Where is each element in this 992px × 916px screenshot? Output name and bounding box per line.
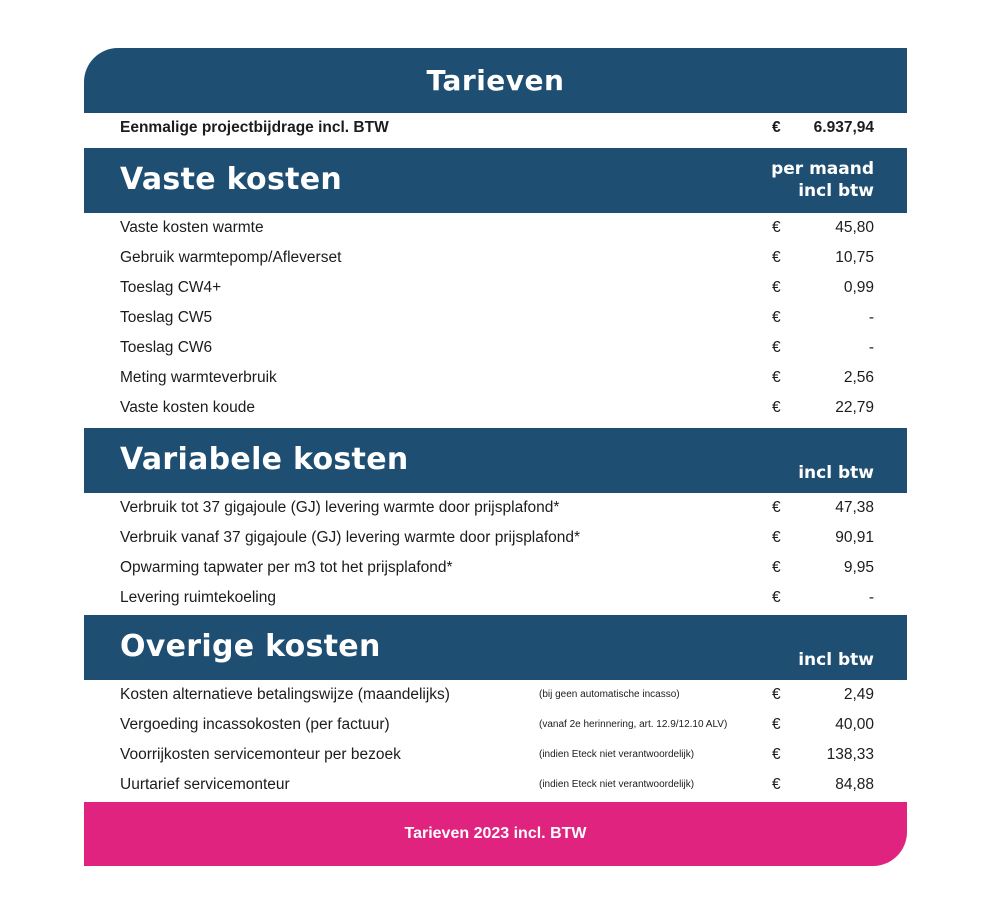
table-row [84, 680, 907, 710]
currency-symbol: € [772, 686, 781, 703]
page-title: Tarieven [426, 64, 565, 97]
table-row [84, 333, 907, 363]
row-value: 90,91 [835, 529, 874, 546]
row-value: 2,56 [843, 369, 874, 386]
unit-line-1: per maand [771, 159, 874, 179]
row-value: - [868, 309, 874, 326]
currency-symbol: € [772, 369, 781, 386]
row-label: Gebruik warmtepomp/Afleverset [120, 249, 342, 266]
section-unit: incl btw [798, 650, 874, 670]
other-costs-header [84, 615, 907, 680]
currency-symbol: € [772, 559, 781, 576]
currency-symbol: € [772, 279, 781, 296]
row-value: 22,79 [835, 399, 874, 416]
table-row [84, 770, 907, 800]
row-label: Meting warmteverbruik [120, 369, 277, 386]
section-title: Variabele kosten [120, 442, 409, 477]
currency-symbol: € [772, 746, 781, 763]
row-label: Verbruik vanaf 37 gigajoule (GJ) levering warmte door prijsplafond* [120, 529, 581, 546]
currency-symbol: € [772, 529, 781, 546]
section-unit [771, 158, 874, 202]
row-value: 138,33 [826, 746, 874, 763]
fixed-costs-header [84, 148, 907, 213]
row-value: 10,75 [835, 249, 874, 266]
row-value: 84,88 [835, 776, 874, 793]
currency-symbol: € [772, 776, 781, 793]
row-value: 9,95 [843, 559, 874, 576]
row-label: Toeslag CW4+ [120, 279, 222, 296]
currency-symbol: € [772, 339, 781, 356]
currency-symbol: € [772, 309, 781, 326]
row-value: 2,49 [843, 686, 874, 703]
row-label: Vergoeding incassokosten (per factuur) [120, 716, 390, 733]
row-value: 40,00 [835, 716, 874, 733]
table-row [84, 273, 907, 303]
row-label: Verbruik tot 37 gigajoule (GJ) levering warmte door prijsplafond* [120, 499, 560, 516]
row-note: (vanaf 2e herinnering, art. 12.9/12.10 ALV) [539, 719, 728, 730]
row-note: (indien Eteck niet verantwoordelijk) [539, 779, 695, 790]
footer-band [84, 802, 907, 866]
table-row [84, 363, 907, 393]
row-label: Levering ruimtekoeling [120, 589, 276, 606]
table-row [84, 740, 907, 770]
row-label: Uurtarief servicemonteur [120, 776, 290, 793]
row-value: 45,80 [835, 219, 874, 236]
row-label: Toeslag CW5 [120, 309, 213, 326]
table-row [84, 523, 907, 553]
row-label: Opwarming tapwater per m3 tot het prijsplafond* [120, 559, 453, 576]
row-note: (indien Eteck niet verantwoordelijk) [539, 749, 695, 760]
table-row [84, 393, 907, 423]
row-value: 0,99 [843, 279, 874, 296]
project-contribution-row [84, 113, 907, 143]
row-value: - [868, 589, 874, 606]
title-band [84, 48, 907, 113]
row-value: 47,38 [835, 499, 874, 516]
table-row [84, 303, 907, 333]
table-row [84, 243, 907, 273]
currency-symbol: € [772, 589, 781, 606]
table-row [84, 583, 907, 613]
currency-symbol: € [772, 119, 781, 136]
variable-costs-header [84, 428, 907, 493]
table-row [84, 553, 907, 583]
section-title: Overige kosten [120, 629, 381, 664]
row-note: (bij geen automatische incasso) [539, 689, 680, 700]
row-label: Vaste kosten warmte [120, 219, 264, 236]
row-value: - [868, 339, 874, 356]
row-label: Vaste kosten koude [120, 399, 255, 416]
row-label: Eenmalige projectbijdrage incl. BTW [120, 119, 389, 136]
row-label: Kosten alternatieve betalingswijze (maandelijks) [120, 686, 450, 703]
row-value: 6.937,94 [813, 119, 874, 136]
currency-symbol: € [772, 499, 781, 516]
unit-line-2: incl btw [798, 181, 874, 201]
section-unit: incl btw [798, 463, 874, 483]
currency-symbol: € [772, 219, 781, 236]
row-label: Voorrijkosten servicemonteur per bezoek [120, 746, 401, 763]
section-title: Vaste kosten [120, 162, 343, 197]
footer-text: Tarieven 2023 incl. BTW [404, 825, 587, 842]
row-label: Toeslag CW6 [120, 339, 213, 356]
currency-symbol: € [772, 716, 781, 733]
table-row [84, 710, 907, 740]
currency-symbol: € [772, 249, 781, 266]
currency-symbol: € [772, 399, 781, 416]
table-row [84, 493, 907, 523]
table-row [84, 213, 907, 243]
